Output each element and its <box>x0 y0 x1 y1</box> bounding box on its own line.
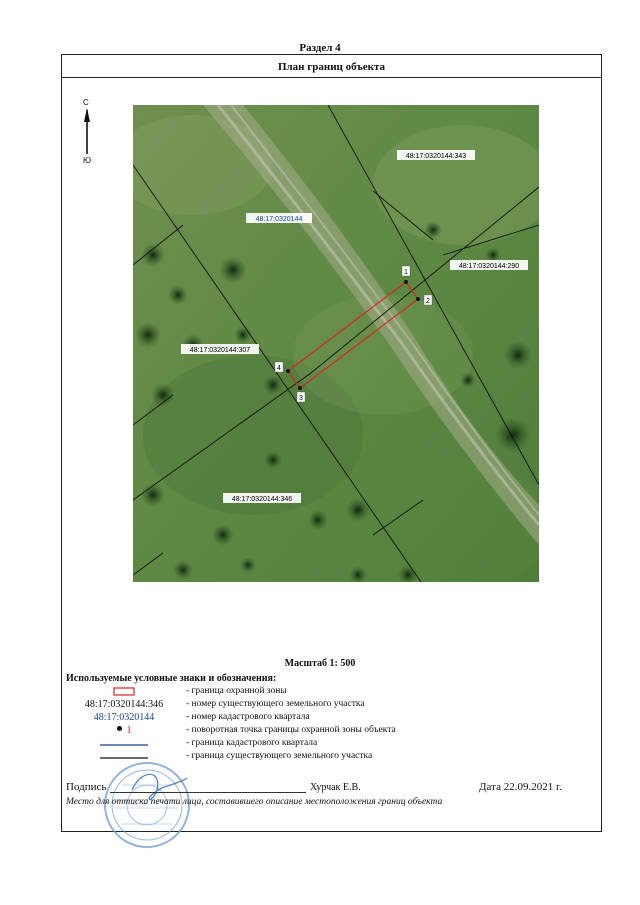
legend-point-desc: - поворотная точка границы охранной зоны объекта <box>186 725 396 735</box>
legend-quarter-number: 48:17:0320144 <box>93 712 155 723</box>
legend-parcel-line-desc: - граница существующего земельного участка <box>186 751 373 761</box>
legend-parcel-desc: - номер существующего земельного участка <box>186 699 365 709</box>
north-letter: С <box>83 98 89 107</box>
point-label-4: 4 <box>277 365 281 372</box>
parcel-label-343: 48:17:0320144:343 <box>405 153 467 160</box>
legend-quarter-line-desc: - граница кадастрового квартала <box>186 738 318 748</box>
stamp-note: Место для оттиска печати лица, составившего описание местоположения границ объекта <box>66 797 443 807</box>
point-label-3: 3 <box>299 395 303 402</box>
legend-zone-desc: - граница охранной зоны <box>186 686 287 696</box>
north-arrow-icon <box>78 98 98 170</box>
satellite-map[interactable] <box>133 105 539 582</box>
point-label-2: 2 <box>426 298 430 305</box>
legend-title: Используемые условные знаки и обозначения: <box>66 673 277 684</box>
legend-point-number: 1 <box>126 725 132 736</box>
signature-label: Подпись <box>66 781 107 793</box>
map-canvas <box>133 105 539 582</box>
legend-point-symbol <box>66 724 182 737</box>
legend-quarter-desc: - номер кадастрового квартала <box>186 712 310 722</box>
scale-label: Масштаб 1: 500 <box>284 658 356 669</box>
parcel-label-346: 48:17:0320144:346 <box>231 496 293 503</box>
point-dot-icon <box>117 726 122 731</box>
signature-line <box>110 792 306 793</box>
section-title: Раздел 4 <box>299 42 341 54</box>
signature-row <box>66 781 562 795</box>
legend-zone-symbol <box>66 685 182 698</box>
legend-parcel-number: 48:17:0320144:346 <box>84 699 164 710</box>
quarter-label: 48:17:0320144 <box>255 216 303 223</box>
plan-title: План границ объекта <box>61 54 602 78</box>
parcel-label-307: 48:17:0320144:307 <box>189 347 251 354</box>
south-letter: Ю <box>83 156 92 165</box>
signature-date: Дата 22.09.2021 г. <box>479 781 562 793</box>
legend-quarter-line <box>66 737 182 750</box>
signer-name: Хурчак Е.В. <box>310 782 361 793</box>
point-label-1: 1 <box>404 269 408 276</box>
parcel-label-290: 48:17:0320144:290 <box>458 263 520 270</box>
